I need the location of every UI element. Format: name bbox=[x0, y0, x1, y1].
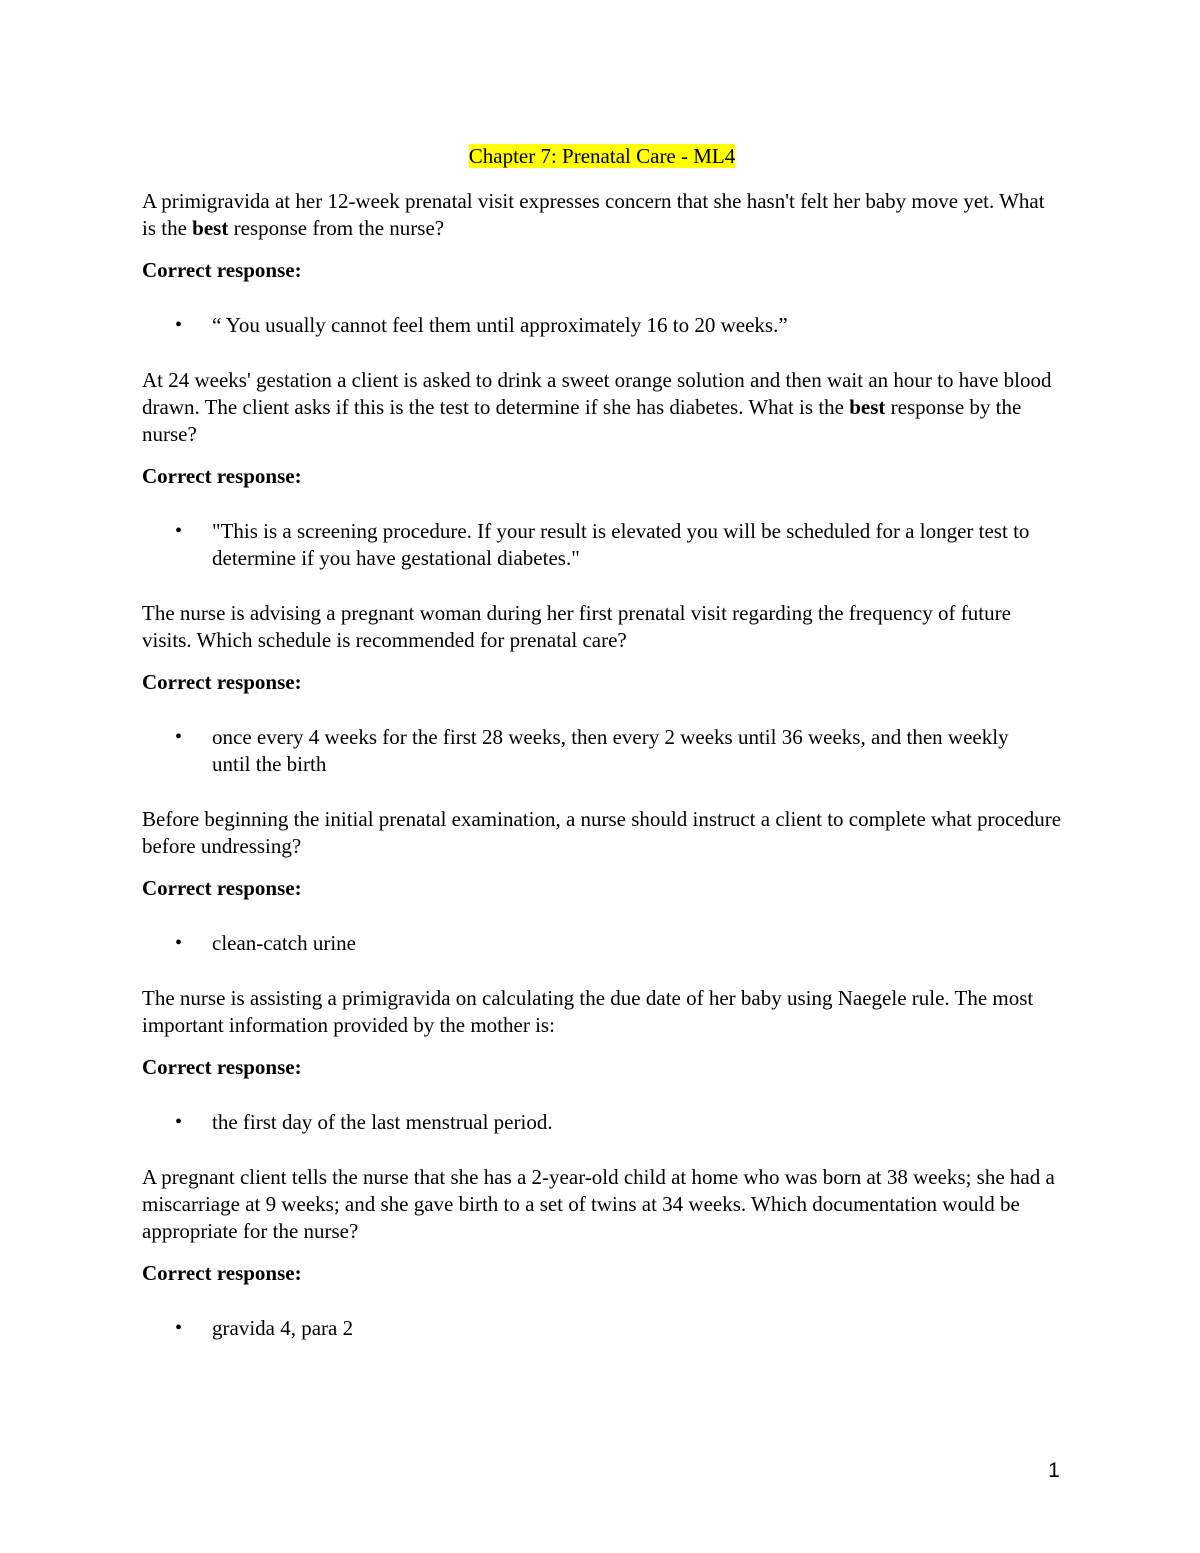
correct-response-label: Correct response: bbox=[142, 464, 302, 488]
question-text-part: The nurse is advising a pregnant woman during her first prenatal visit regarding the frequency of future visits. Which schedule is recommended for prenatal care? bbox=[142, 601, 1011, 652]
correct-response-label: Correct response: bbox=[142, 876, 302, 900]
question-text-part: A primigravida at her 12-week prenatal visit expresses concern that she hasn't felt her baby move yet. What is the bbox=[142, 189, 1045, 240]
bullet-icon: • bbox=[175, 314, 183, 336]
correct-response-label: Correct response: bbox=[142, 1261, 302, 1285]
page-number: 1 bbox=[1048, 1459, 1060, 1482]
question-text-part: At 24 weeks' gestation a client is asked to drink a sweet orange solution and then wait an hour to have blood drawn. The client asks if this is the test to determine if she has diabetes. What is the bbox=[142, 368, 1052, 419]
bullet-icon: • bbox=[175, 1317, 183, 1339]
question-block bbox=[142, 188, 1062, 339]
question-block bbox=[142, 1164, 1062, 1342]
question-block bbox=[142, 985, 1062, 1136]
question-emphasis: best bbox=[192, 216, 229, 240]
bullet-icon: • bbox=[175, 932, 183, 954]
answer-text: “ You usually cannot feel them until approximately 16 to 20 weeks.” bbox=[212, 313, 788, 337]
answer-text: the first day of the last menstrual period. bbox=[212, 1110, 553, 1134]
answer-list-item bbox=[142, 312, 1062, 339]
question-emphasis: best bbox=[849, 395, 886, 419]
answer-list-item bbox=[142, 724, 1062, 778]
question-block bbox=[142, 806, 1062, 957]
question-text bbox=[142, 367, 1062, 448]
correct-response-label: Correct response: bbox=[142, 670, 302, 694]
highlighted-title-text: Chapter 7: Prenatal Care - ML4 bbox=[468, 144, 736, 168]
correct-response-label: Correct response: bbox=[142, 1055, 302, 1079]
question-text-part: The nurse is assisting a primigravida on calculating the due date of her baby using Naegele rule. The most important information provided by the mother is: bbox=[142, 986, 1034, 1037]
correct-response-label: Correct response: bbox=[142, 258, 302, 282]
bullet-icon: • bbox=[175, 726, 183, 748]
question-text bbox=[142, 600, 1062, 654]
question-text bbox=[142, 188, 1062, 242]
chapter-title bbox=[142, 142, 1062, 170]
answer-text: clean-catch urine bbox=[212, 931, 356, 955]
question-block bbox=[142, 600, 1062, 778]
answer-list-item bbox=[142, 1109, 1062, 1136]
document-body bbox=[142, 142, 1062, 1370]
question-text bbox=[142, 806, 1062, 860]
answer-list-item bbox=[142, 930, 1062, 957]
answer-list-item bbox=[142, 1315, 1062, 1342]
answer-text: once every 4 weeks for the first 28 weeks, then every 2 weeks until 36 weeks, and then weekly until the birth bbox=[212, 725, 1009, 776]
question-text-part: response by the nurse? bbox=[142, 395, 1022, 446]
question-text-part: A pregnant client tells the nurse that she has a 2-year-old child at home who was born at 38 weeks; she had a miscarriage at 9 weeks; and she gave birth to a set of twins at 34 weeks. Which documentation would be appropriate for the nurse? bbox=[142, 1165, 1055, 1243]
bullet-icon: • bbox=[175, 1111, 183, 1133]
bullet-icon: • bbox=[175, 520, 183, 542]
question-text-part: Before beginning the initial prenatal examination, a nurse should instruct a client to complete what procedure before undressing? bbox=[142, 807, 1062, 858]
question-text bbox=[142, 1164, 1062, 1245]
question-block bbox=[142, 367, 1062, 572]
question-text-part: response from the nurse? bbox=[228, 216, 445, 240]
answer-text: gravida 4, para 2 bbox=[212, 1316, 354, 1340]
answer-list-item bbox=[142, 518, 1062, 572]
question-text bbox=[142, 985, 1062, 1039]
answer-text: "This is a screening procedure. If your result is elevated you will be scheduled for a longer test to determine if you have gestational diabetes." bbox=[212, 519, 1030, 570]
